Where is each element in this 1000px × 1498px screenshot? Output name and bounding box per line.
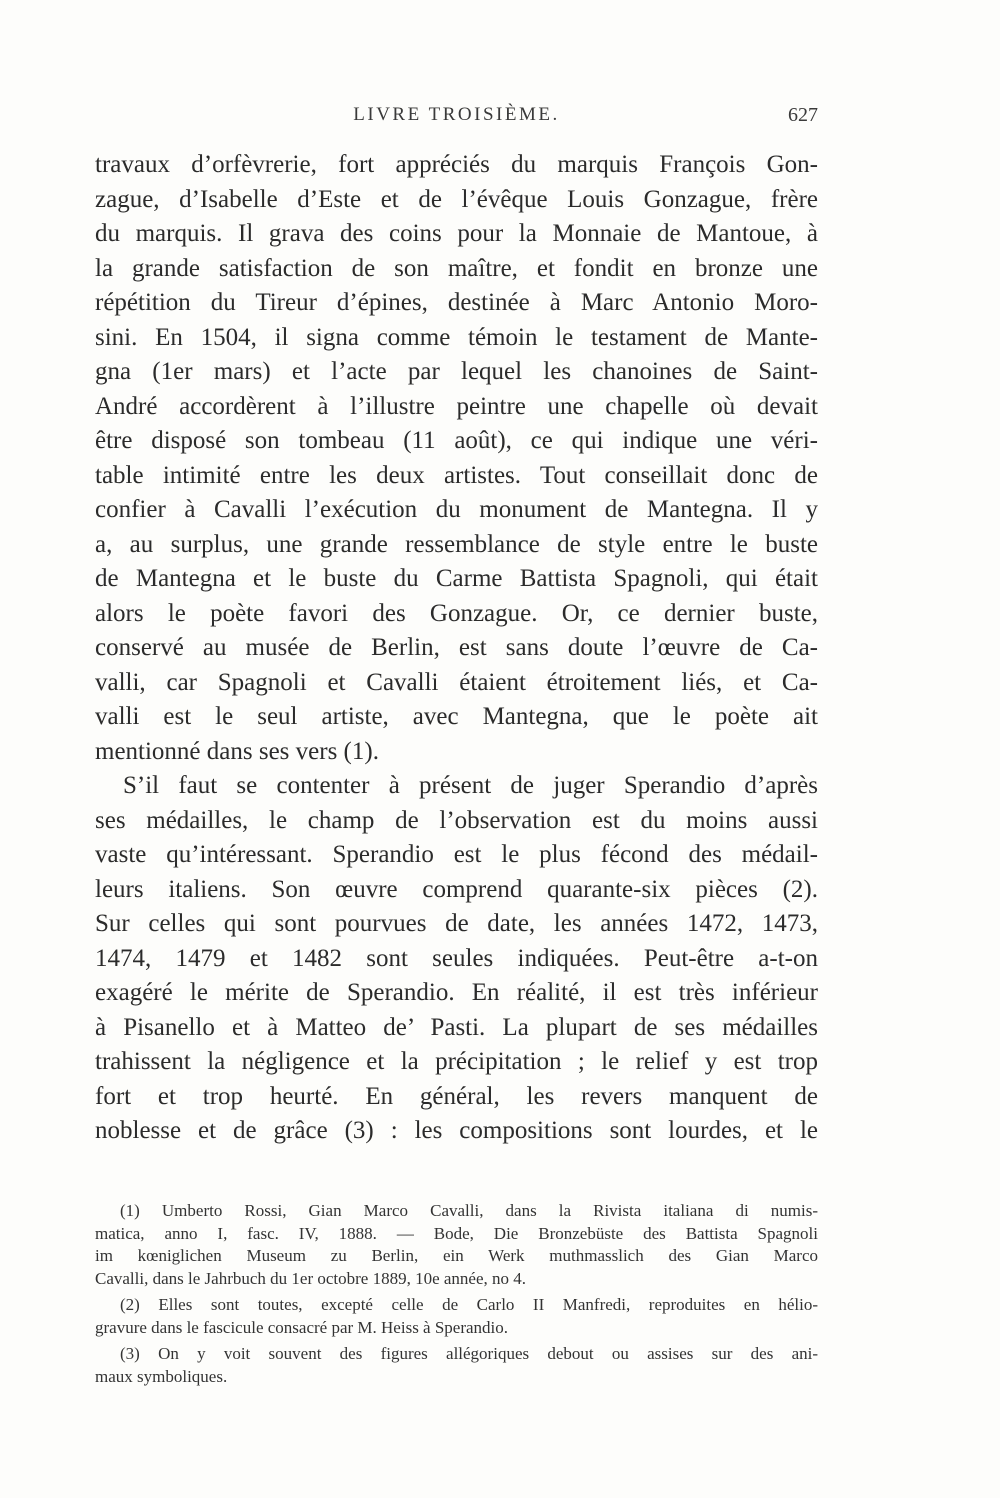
text-line: fort et trop heurté. En général, les revers manquent de [95, 1082, 818, 1110]
text-line: exagéré le mérite de Sperandio. En réalité, il est très inférieur [95, 979, 818, 1006]
text-line: du marquis. Il grava des coins pour la Monnaie de Mantoue, à [95, 220, 818, 247]
chapter-title: LIVRE TROISIÈME. [353, 104, 560, 125]
footnote-3 [95, 1343, 818, 1388]
text-line: mentionné dans ses vers (1). [95, 737, 379, 765]
page-number: 627 [788, 104, 818, 126]
text-line: valli est le seul artiste, avec Mantegna, que le poète ait [95, 703, 818, 730]
text-line: ses médailles, le champ de l’observation est du moins aussi [95, 806, 818, 834]
text-line: à Pisanello et à Matteo de’ Pasti. La plupart de ses médailles [95, 1013, 818, 1041]
text-line: 1474, 1479 et 1482 sont seules indiquées. Peut-être a-t-on [95, 944, 818, 972]
text-line: confier à Cavalli l’exécution du monument de Mantegna. Il y [95, 496, 818, 523]
body-text [95, 148, 818, 1149]
footnotes [95, 1200, 818, 1388]
footnote-1 [95, 1200, 818, 1290]
text-line: zague, d’Isabelle d’Este et de l’évêque Louis Gonzague, frère [95, 185, 818, 213]
text-line: table intimité entre les deux artistes. Tout conseillait donc de [95, 461, 818, 489]
text-line: noblesse et de grâce (3) : les compositions sont lourdes, et le [95, 1117, 818, 1144]
text-line: trahissent la négligence et la précipitation ; le relief y est trop [95, 1048, 818, 1075]
footnote-line: (3) On y voit souvent des figures allégoriques debout ou assises sur des ani- [120, 1344, 818, 1363]
text-line: travaux d’orfèvrerie, fort appréciés du marquis François Gon- [95, 151, 818, 178]
footnote-line: maux symboliques. [95, 1366, 228, 1386]
text-line: répétition du Tireur d’épines, destinée à Marc Antonio Moro- [95, 289, 818, 316]
text-line: être disposé son tombeau (11 août), ce qui indique une véri- [95, 427, 818, 454]
text-line: la grande satisfaction de son maître, et fondit en bronze une [95, 254, 818, 282]
footnote-line: matica, anno I, fasc. IV, 1888. — Bode, Die Bronzebüste des Battista Spagnoli [95, 1223, 818, 1243]
footnote-line: (2) Elles sont toutes, excepté celle de Carlo II Manfredi, reproduites en hélio- [120, 1295, 818, 1314]
text-line: gna (1er mars) et l’acte par lequel les chanoines de Saint- [95, 358, 818, 385]
footnote-2 [95, 1294, 818, 1339]
text-line: valli, car Spagnoli et Cavalli étaient étroitement liés, et Ca- [95, 668, 818, 696]
text-line: Sur celles qui sont pourvues de date, les années 1472, 1473, [95, 910, 818, 937]
text-line: André accordèrent à l’illustre peintre une chapelle où devait [95, 392, 818, 420]
footnote-line: Cavalli, dans le Jahrbuch du 1er octobre 1889, 10e année, no 4. [95, 1268, 527, 1288]
running-header [95, 104, 818, 134]
footnote-line: im kœniglichen Museum zu Berlin, ein Werk muthmasslich des Gian Marco [95, 1246, 818, 1265]
footnote-line: (1) Umberto Rossi, Gian Marco Cavalli, dans la Rivista italiana di numis- [120, 1201, 818, 1220]
text-line: alors le poète favori des Gonzague. Or, ce dernier buste, [95, 599, 818, 627]
text-line: de Mantegna et le buste du Carme Battista Spagnoli, qui était [95, 565, 818, 592]
footnote-line: gravure dans le fascicule consacré par M. Heiss à Sperandio. [95, 1317, 509, 1337]
text-line: sini. En 1504, il signa comme témoin le testament de Mante- [95, 323, 818, 351]
text-line: a, au surplus, une grande ressemblance de style entre le buste [95, 530, 818, 558]
text-line: conservé au musée de Berlin, est sans doute l’œuvre de Ca- [95, 634, 818, 661]
text-line: leurs italiens. Son œuvre comprend quarante-six pièces (2). [95, 875, 818, 903]
text-line: S’il faut se contenter à présent de juger Sperandio d’après [123, 772, 818, 799]
text-line: vaste qu’intéressant. Sperandio est le plus fécond des médail- [95, 841, 818, 868]
